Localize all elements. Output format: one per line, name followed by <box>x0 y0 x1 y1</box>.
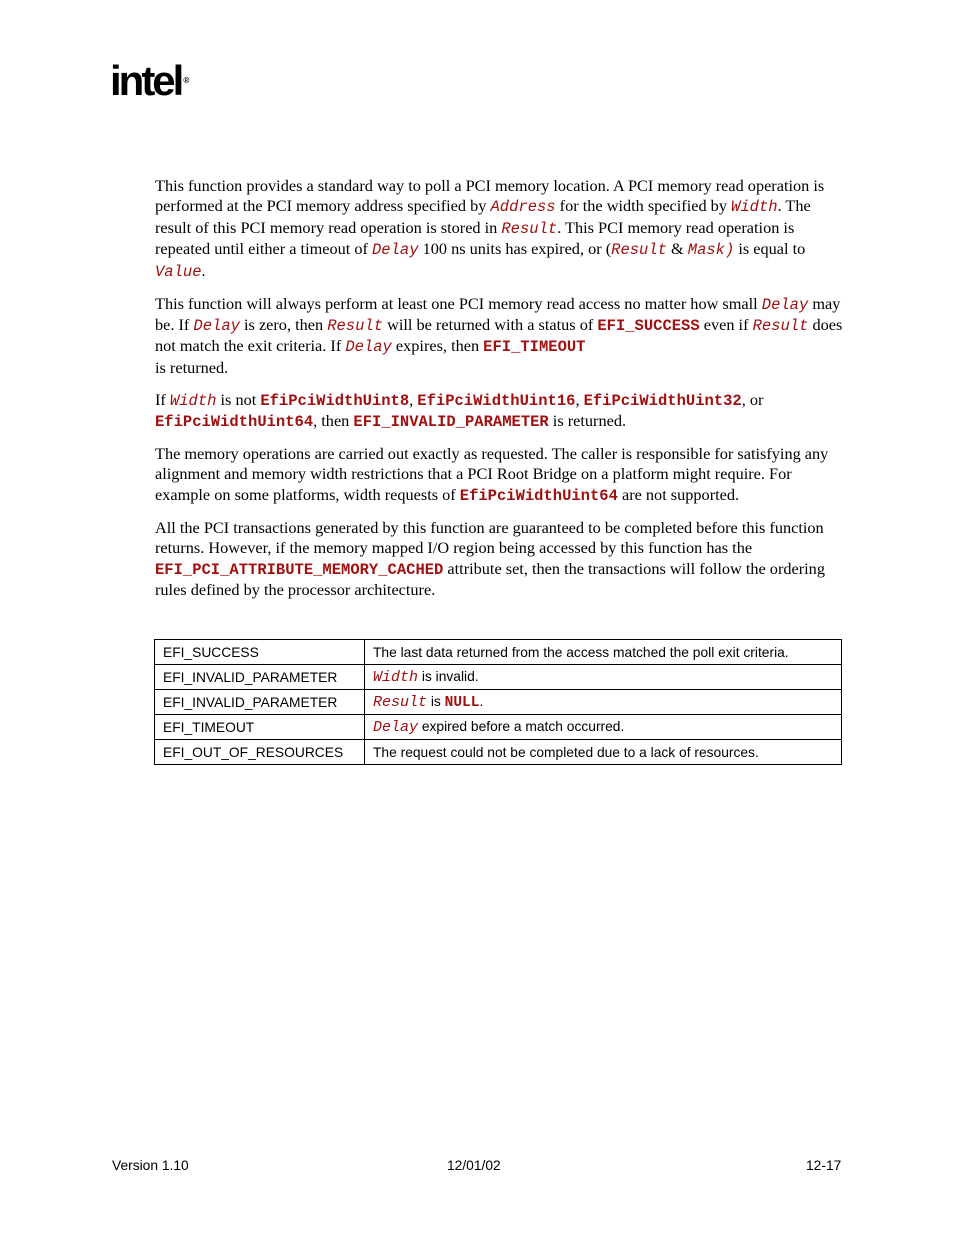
table-row <box>155 715 842 740</box>
status-description: The last data returned from the access matched the poll exit criteria. <box>365 640 842 665</box>
footer-page-number: 12-17 <box>806 1158 842 1173</box>
paragraph-1: This function provides a standard way to poll a PCI memory location. A PCI memory read operation is performed at the PCI memory address specified by Address for the width specified by Width. The result of this PCI memory read operation is stored in Result. This PCI memory read operation is repeated until either a timeout of Delay 100 ns units has expired, or (Result & Mask) is equal to Value. <box>155 176 825 281</box>
status-description: The request could not be completed due to a lack of resources. <box>365 740 842 765</box>
status-code: EFI_SUCCESS <box>155 640 365 665</box>
table-row <box>155 640 842 665</box>
status-code: EFI_OUT_OF_RESOURCES <box>155 740 365 765</box>
status-code: EFI_INVALID_PARAMETER <box>155 690 365 715</box>
status-code: EFI_TIMEOUT <box>155 715 365 740</box>
status-description: Width is invalid. <box>365 665 842 690</box>
status-description: Delay expired before a match occurred. <box>365 715 842 740</box>
paragraph-3: If Width is not EfiPciWidthUint8, EfiPciWidthUint16, EfiPciWidthUint32, or EfiPciWidthUint64, then EFI_INVALID_PARAMETER is returned. <box>155 389 764 432</box>
paragraph-4: The memory operations are carried out exactly as requested. The caller is responsible for satisfying any alignment and memory width restrictions that a PCI Root Bridge on a platform might require. For example on some platforms, width requests of EfiPciWidthUint64 are not supported. <box>155 443 829 505</box>
status-description: Result is NULL. <box>365 690 842 715</box>
table-row <box>155 690 842 715</box>
intel-logo: intel ® <box>110 57 190 104</box>
description-body <box>155 176 845 612</box>
paragraph-5: All the PCI transactions generated by this function are guaranteed to be completed before this function returns. However, if the memory mapped I/O region being accessed by this function has the EFI_PCI_ATTRIBUTE_MEMORY_CACHED attribute set, then the transactions will follow the ordering rules defined by the processor architecture. <box>155 517 825 599</box>
table-row <box>155 665 842 690</box>
footer-date: 12/01/02 <box>447 1158 501 1173</box>
status-code: EFI_INVALID_PARAMETER <box>155 665 365 690</box>
paragraph-2: This function will always perform at least one PCI memory read access no matter how small Delay may be. If Delay is zero, then Result will be returned with a status of EFI_SUCCESS even if Result does not match the exit criteria. If Delay expires, then EFI_TIMEOUT is returned. <box>155 293 843 377</box>
status-codes-table <box>154 639 842 765</box>
table-row <box>155 740 842 765</box>
footer-version: Version 1.10 <box>112 1158 189 1173</box>
